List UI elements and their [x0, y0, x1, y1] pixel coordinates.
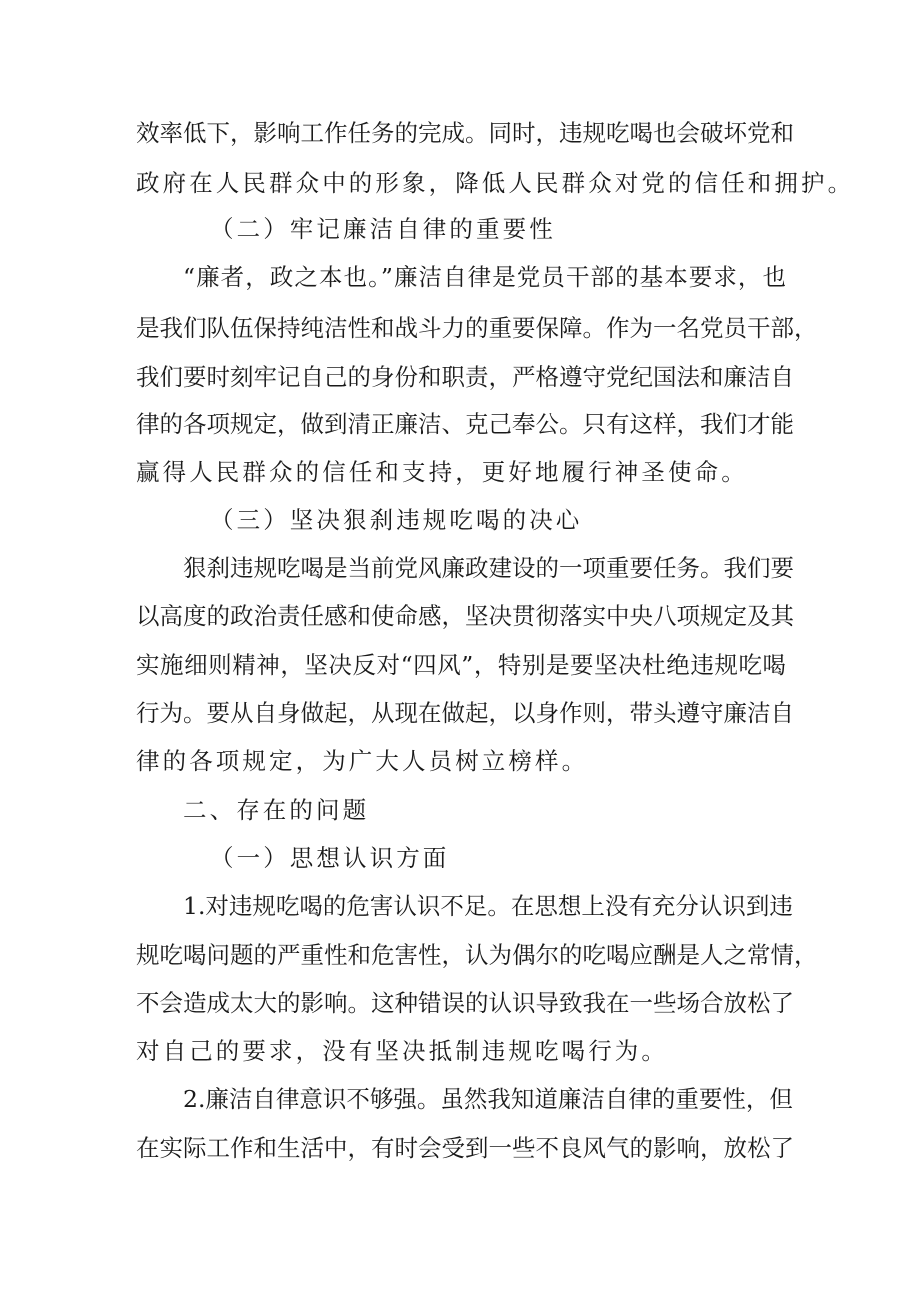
- section-heading: （二）牢记廉洁自律的重要性: [210, 215, 556, 243]
- body-line: 赢得人民群众的信任和支持，更好地履行神圣使命。: [136, 458, 748, 486]
- paragraph-first-line: 狠刹违规吃喝是当前党风廉政建设的一项重要任务。我们要: [183, 554, 794, 582]
- paragraph-first-line: 2.廉洁自律意识不够强。虽然我知道廉洁自律的重要性，但: [183, 1085, 793, 1113]
- section-heading: （一）思想认识方面: [210, 844, 450, 872]
- body-line: 对自己的要求，没有坚决抵制违规吃喝行为。: [136, 1037, 668, 1065]
- body-line: 以高度的政治责任感和使命感，坚决贯彻落实中央八项规定及其: [136, 602, 794, 630]
- body-line: 实施细则精神，坚决反对“四风”，特别是要坚决杜绝违规吃喝: [136, 651, 786, 679]
- body-line: 律的各项规定，做到清正廉洁、克己奉公。只有这样，我们才能: [136, 410, 794, 438]
- body-line: 在实际工作和生活中，有时会受到一些不良风气的影响，放松了: [136, 1134, 794, 1162]
- paragraph-first-line: “廉者，政之本也。”廉洁自律是党员干部的基本要求，也: [183, 263, 786, 291]
- section-heading: （三）坚决狠刹违规吃喝的决心: [210, 506, 583, 534]
- chapter-heading: 二、存在的问题: [183, 796, 370, 824]
- body-line: 我们要时刻牢记自己的身份和职责，严格遵守党纪国法和廉洁自: [136, 363, 794, 391]
- body-line: 行为。要从自身做起，从现在做起，以身作则，带头遵守廉洁自: [136, 699, 794, 727]
- paragraph-first-line: 1.对违规吃喝的危害认识不足。在思想上没有充分认识到违: [183, 892, 793, 920]
- body-line: 律的各项规定，为广大人员树立榜样。: [136, 747, 589, 775]
- body-line: 政府在人民群众中的形象，降低人民群众对党的信任和拥护。: [136, 169, 855, 197]
- body-line: 效率低下，影响工作任务的完成。同时，违规吃喝也会破坏党和: [136, 119, 794, 147]
- body-line: 不会造成太大的影响。这种错误的认识导致我在一些场合放松了: [136, 989, 794, 1017]
- body-line: 是我们队伍保持纯洁性和战斗力的重要保障。作为一名党员干部，: [136, 314, 818, 342]
- body-line: 规吃喝问题的严重性和危害性，认为偶尔的吃喝应酬是人之常情，: [136, 941, 818, 969]
